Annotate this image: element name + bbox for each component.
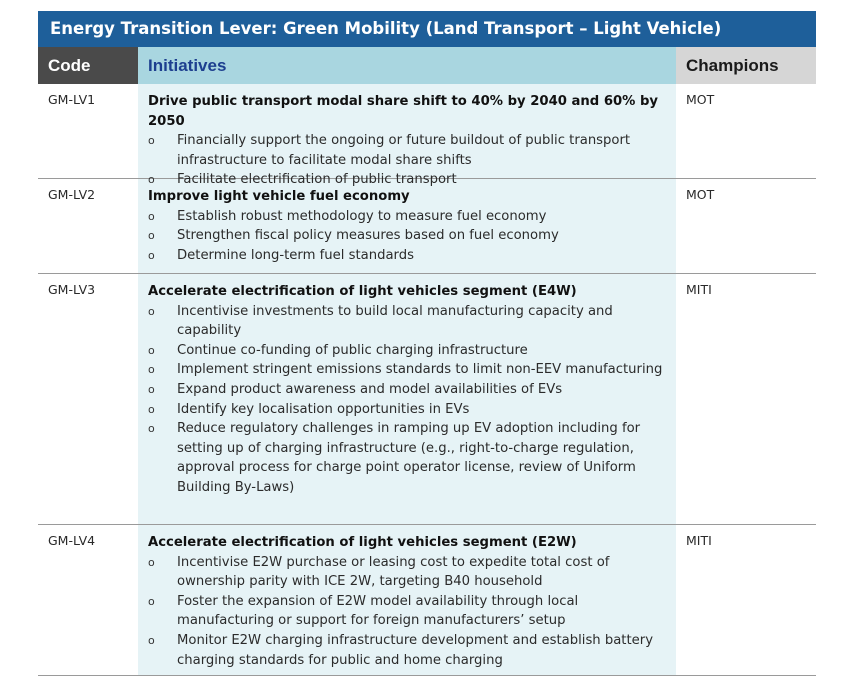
table-title: Energy Transition Lever: Green Mobility (Land Transport – Light Vehicle) bbox=[38, 11, 816, 47]
row-initiative bbox=[138, 179, 676, 273]
bullet-circle-icon: o bbox=[148, 134, 155, 148]
bullet-circle-icon: o bbox=[148, 173, 155, 187]
initiatives-table bbox=[38, 11, 816, 676]
bullet-text: Monitor E2W charging infrastructure development and establish battery charging standards for public and home charging bbox=[177, 632, 653, 668]
bullet-circle-icon: o bbox=[148, 363, 155, 377]
initiative-title: Improve light vehicle fuel economy bbox=[148, 189, 410, 204]
bullet-item bbox=[148, 207, 666, 227]
bullet-item bbox=[148, 553, 666, 592]
initiative-title: Accelerate electrification of light vehicles segment (E4W) bbox=[148, 284, 577, 299]
bullet-item bbox=[148, 226, 666, 246]
initiative-bullets bbox=[148, 302, 666, 498]
row-code: GM-LV2 bbox=[48, 187, 96, 202]
bullet-item bbox=[148, 302, 666, 341]
bullet-text: Facilitate electrification of public transport bbox=[177, 172, 457, 188]
bullet-text: Incentivise investments to build local manufacturing capacity and capability bbox=[177, 303, 613, 339]
bullet-circle-icon: o bbox=[148, 555, 155, 569]
initiative-bullets bbox=[148, 207, 666, 266]
bullet-circle-icon: o bbox=[148, 248, 155, 262]
bullet-text: Determine long-term fuel standards bbox=[177, 247, 414, 263]
initiative-title: Drive public transport modal share shift to 40% by 2040 and 60% by 2050 bbox=[148, 94, 659, 129]
bullet-item bbox=[148, 400, 666, 420]
bullet-text: Implement stringent emissions standards to limit non-EEV manufacturing bbox=[177, 362, 663, 378]
bullet-circle-icon: o bbox=[148, 422, 155, 436]
bullet-circle-icon: o bbox=[148, 402, 155, 416]
bullet-text: Expand product awareness and model availabilities of EVs bbox=[177, 381, 563, 397]
row-champion: MOT bbox=[686, 92, 715, 107]
bullet-item bbox=[148, 131, 666, 170]
initiative-bullets bbox=[148, 131, 666, 190]
header-initiatives: Initiatives bbox=[138, 47, 676, 84]
row-initiative bbox=[138, 274, 676, 524]
bullet-item bbox=[148, 419, 666, 497]
bullet-circle-icon: o bbox=[148, 343, 155, 357]
row-code: GM-LV4 bbox=[48, 533, 96, 548]
row-champion: MOT bbox=[686, 187, 715, 202]
row-champion: MITI bbox=[686, 282, 712, 297]
table-row bbox=[38, 525, 816, 676]
table-body bbox=[38, 84, 816, 676]
initiative-bullets bbox=[148, 553, 666, 671]
header-champions: Champions bbox=[676, 47, 816, 84]
bullet-text: Continue co-funding of public charging infrastructure bbox=[177, 342, 528, 358]
bullet-item bbox=[148, 592, 666, 631]
bullet-circle-icon: o bbox=[148, 304, 155, 318]
bullet-text: Strengthen fiscal policy measures based on fuel economy bbox=[177, 228, 559, 244]
bullet-text: Establish robust methodology to measure fuel economy bbox=[177, 208, 547, 224]
bullet-item bbox=[148, 341, 666, 361]
bullet-text: Foster the expansion of E2W model availability through local manufacturing or support for foreign manufacturers’ setup bbox=[177, 593, 579, 629]
table-row bbox=[38, 84, 816, 188]
bullet-text: Incentivise E2W purchase or leasing cost to expedite total cost of ownership parity with ICE 2W, targeting B40 household bbox=[177, 554, 610, 590]
bullet-text: Financially support the ongoing or future buildout of public transport infrastructure to facilitate modal share shifts bbox=[177, 133, 631, 168]
row-initiative bbox=[138, 84, 676, 188]
row-champion: MITI bbox=[686, 533, 712, 548]
bullet-text: Identify key localisation opportunities in EVs bbox=[177, 401, 470, 417]
table-row bbox=[38, 274, 816, 525]
bullet-circle-icon: o bbox=[148, 209, 155, 223]
row-code: GM-LV3 bbox=[48, 282, 96, 297]
initiative-title: Accelerate electrification of light vehicles segment (E2W) bbox=[148, 535, 577, 550]
bullet-circle-icon: o bbox=[148, 594, 155, 608]
bullet-item bbox=[148, 170, 666, 190]
bullet-circle-icon: o bbox=[148, 229, 155, 243]
bullet-item bbox=[148, 360, 666, 380]
bullet-item bbox=[148, 246, 666, 266]
header-code: Code bbox=[38, 47, 138, 84]
bullet-circle-icon: o bbox=[148, 633, 155, 647]
bullet-circle-icon: o bbox=[148, 382, 155, 396]
bullet-item bbox=[148, 631, 666, 670]
header-row bbox=[38, 47, 816, 84]
table-row bbox=[38, 179, 816, 274]
bullet-item bbox=[148, 380, 666, 400]
bullet-text: Reduce regulatory challenges in ramping up EV adoption including for setting up of charging infrastructure (e.g., right-to-charge regulation, approval process for charge point operator license, review of Uniform Building By-Laws) bbox=[177, 421, 641, 495]
row-code: GM-LV1 bbox=[48, 92, 96, 107]
row-initiative bbox=[138, 525, 676, 675]
